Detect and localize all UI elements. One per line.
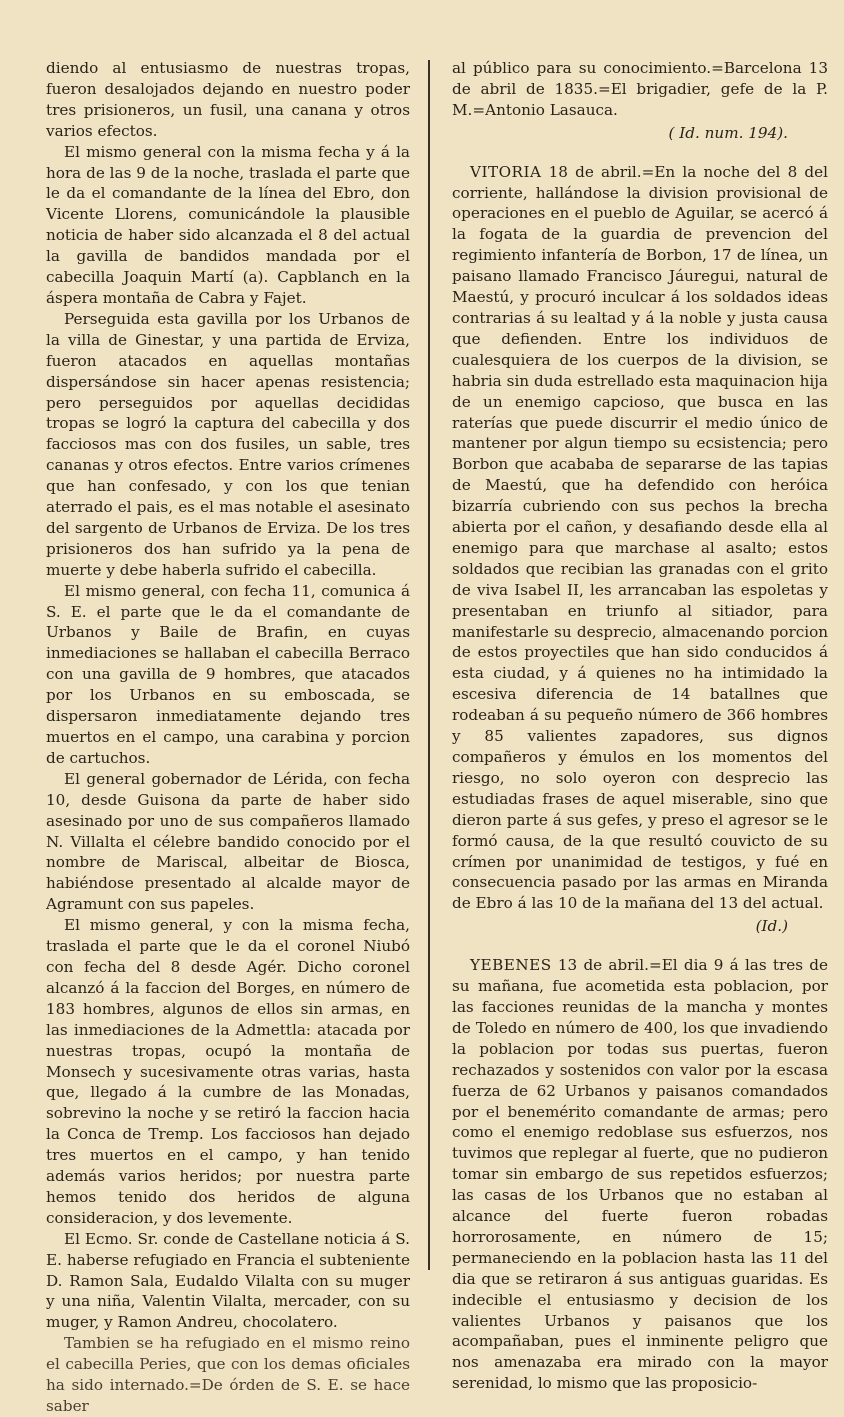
right-column [452, 58, 828, 1394]
paragraph: El mismo general, y con la misma fecha, traslada el parte que le da el coronel Niubó con fecha del 8 desde Agér. Dicho coronel alcanzó á la faccion del Borges, en número de 183 hombres, algunos de ellos sin armas, en las inmediaciones de la Admettla: atacada por nuestras tropas, ocupó la montaña de Monsech y sucesivamente otras varias, hasta que, llegado á la cumbre de las Monadas, sobrevino la noche y se retiró la faccion hacia la Conca de Tremp. Los facciosos han dejado tres muertos en el campo, y han tenido además varios heridos; por nuestra parte hemos tenido dos heridos de alguna consideracion, y dos levemente. [46, 916, 410, 1227]
paragraph: diendo al entusiasmo de nuestras tropas, fueron desalojados dejando en nuestro poder tres prisioneros, un fusil, una canana y otros varios efectos. [46, 59, 410, 140]
citation: (Id.) [755, 917, 788, 936]
dateline-place: VITORIA [470, 162, 542, 181]
paragraph: El mismo general con la misma fecha y á la hora de las 9 de la noche, traslada el parte que le da el comandante de la línea del Ebro, don Vicente Llorens, comunicándole la plausible noticia de haber sido alcanzada el 8 del actual la gavilla de bandidos mandada por el cabecilla Joaquin Martí (a). Capblanch en la áspera montaña de Cabra y Fajet. [46, 142, 410, 307]
citation: ( Id. num. 194). [668, 123, 788, 142]
dateline-place: YEBENES [470, 956, 552, 975]
left-column [46, 58, 410, 1417]
dateline-date: 18 de abril. [548, 162, 642, 181]
paragraph: Tambien se ha refugiado en el mismo reino el cabecilla Peries, que con los demas oficiales ha sido internado.=De órden de S. E. se hace saber [46, 1334, 410, 1415]
article-body: =El dia 9 á las tres de su mañana, fue acometida esta poblacion, por las facciones reunidas de la mancha y montes de Toledo en número de 400, los que invadiendo la poblacion por todas sus puertas, fueron rechazados y sostenidos con valor por la escasa fuerza de 62 Urbanos y paisanos comandados por el benemérito comandante de armas; pero como el enemigo redoblase sus esfuerzos, nos tuvimos que replegar al fuerte, que no pudieron tomar sin embargo de sus repetidos esfuerzos; las casas de los Urbanos que no estaban al alcance del fuerte fueron robadas horrorosamente, en número de 15; permaneciendo en la poblacion hasta las 11 del dia que se retiraron á sus antiguas guaridas. Es indecible el entusiasmo y decision de los valientes Urbanos y paisanos que los acompañaban, pues el inminente peligro que nos amenazaba era mirado con la mayor serenidad, lo mismo que las proposicio- [452, 956, 828, 1393]
paragraph: al público para su conocimiento.=Barcelona 13 de abril de 1835.=El brigadier, gefe de la P. M.=Antonio Lasauca. [452, 59, 828, 119]
article-body: =En la noche del 8 del corriente, hallándose la division provisional de operaciones en el pueblo de Aguilar, se acercó á la fogata de la guardia de prevencion del regimiento infantería de Borbon, 17 de línea, un paisano llamado Francisco Jáuregui, natural de Maestú, y procuró inculcar á los soldados ideas contrarias á su lealtad y á la noble y justa causa que defienden. Entre los individuos de cualesquiera de los cuerpos de la division, se habria sin duda estrellado esta maquinacion hija de un enemigo capcioso, que busca en las raterías que puede discurrir el medio único de mantener por algun tiempo su ecsistencia; pero Borbon que acababa de separarse de las tapias de Maestú, que ha defendido con heróica bizarría cubriendo con sus pechos la brecha abierta por el cañon, y desafiando desde ella al enemigo para que marchase al asalto; estos soldados que recibian las granadas con el grito de viva Isabel II, les arrancaban las espoletas y presentaban en triunfo al sitiador, para manifestarle su desprecio, almacenando porcion de estos proyectiles que han sido conducidos á esta ciudad, y á quienes no ha intimidado la escesiva diferencia de 14 batallnes que rodeaban á su pequeño número de 366 hombres y 85 valientes zapadores, sus dignos compañeros y émulos en los momentos del riesgo, no solo oyeron con desprecio las estudiadas frases de aquel miserable, sino que dieron parte á sus gefes, y preso el agresor se le formó causa, de la que resultó couvicto de su crímen por unanimidad de testigos, y fué en consecuencia pasado por las armas en Miranda de Ebro á las 10 de la mañana del 13 del actual. [452, 162, 828, 913]
paragraph: El mismo general, con fecha 11, comunica á S. E. el parte que le da el comandante de Urbanos y Baile de Brafin, en cuyas inmediaciones se hallaban el cabecilla Berraco con una gavilla de 9 hombres, que atacados por los Urbanos en su emboscada, se dispersaron inmediatamente dejando tres muertos en el campo, una carabina y porcion de cartuchos. [46, 581, 410, 767]
column-divider [428, 60, 430, 1270]
paragraph: Perseguida esta gavilla por los Urbanos de la villa de Ginestar, y una partida de Erviza, fueron atacados en aquellas montañas dispersándose sin hacer apenas resistencia; pero perseguidos por aquellas decididas tropas se logró la captura del cabecilla y dos facciosos mas con dos fusiles, un sable, tres cananas y otros efectos. Entre varios crímenes que han confesado, y con los que tenian aterrado el pais, es el mas notable el asesinato del sargento de Urbanos de Erviza. De los tres prisioneros dos han sufrido ya la pena de muerte y debe haberla sufrido el cabecilla. [46, 309, 410, 579]
dateline-date: 13 de abril. [557, 956, 649, 975]
paragraph: El Ecmo. Sr. conde de Castellane noticia á S. E. haberse refugiado en Francia el subteniente D. Ramon Sala, Eudaldo Vilalta con su muger y una niña, Valentin Vilalta, mercader, con su muger, y Ramon Andreu, chocolatero. [46, 1229, 410, 1332]
article-vitoria [452, 162, 828, 915]
paragraph: El general gobernador de Lérida, con fecha 10, desde Guisona da parte de haber sido asesinado por uno de sus compañeros llamado N. Villalta el célebre bandido conocido por el nombre de Mariscal, albeitar de Biosca, habiéndose presentado al alcalde mayor de Agramunt con sus papeles. [46, 769, 410, 914]
article-yebenes [452, 955, 828, 1394]
